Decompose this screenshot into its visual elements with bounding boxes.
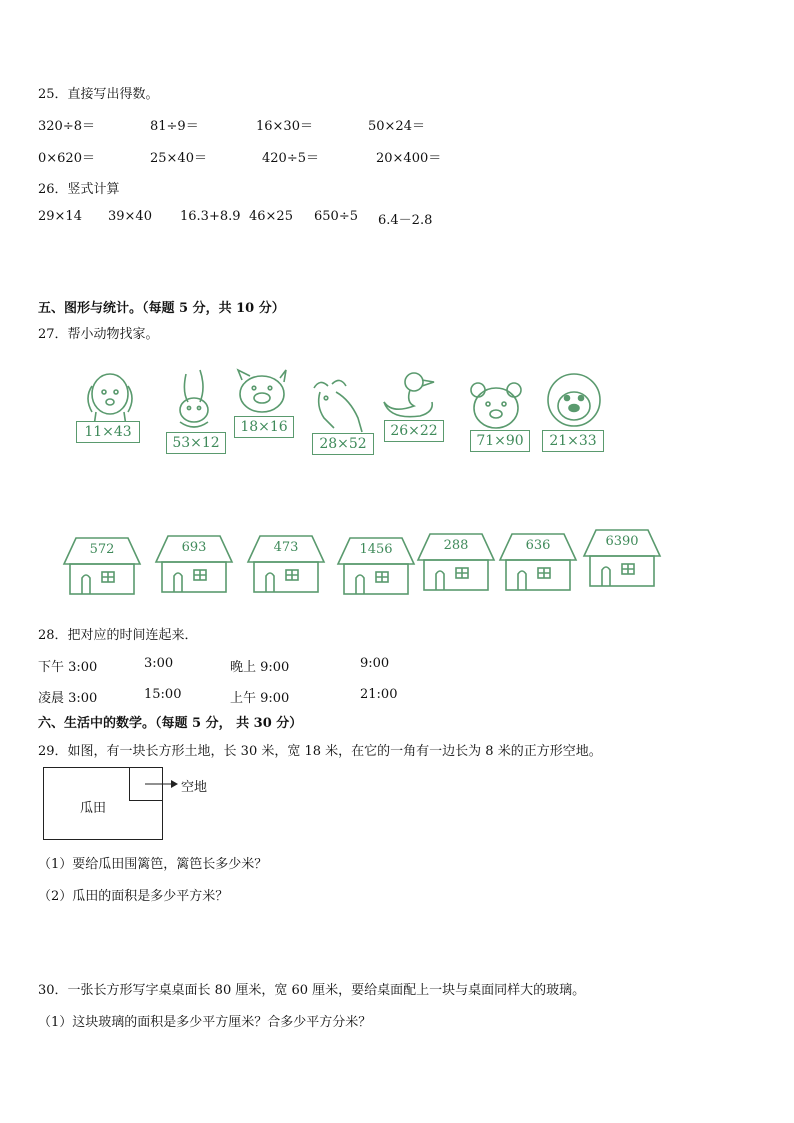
house-number: 473 — [273, 540, 299, 555]
house-number: 6390 — [605, 534, 639, 549]
house — [416, 532, 496, 594]
house — [154, 534, 234, 596]
duck-icon — [380, 368, 446, 424]
animal-sign: 53×12 — [166, 432, 226, 454]
q28-title: 28．把对应的时间连起来． — [38, 628, 198, 643]
q25-item: 25×40＝ — [150, 151, 207, 166]
empty-label: 空地 — [181, 780, 208, 795]
house — [336, 536, 416, 598]
q30-title: 30．一张长方形写字桌桌面长 80 厘米，宽 60 厘米，要给桌面配上一块与桌面同样大的玻璃。 — [38, 983, 586, 998]
q26-item: 29×14 — [38, 209, 82, 224]
q25-item: 50×24＝ — [368, 119, 425, 134]
time-item: 21:00 — [360, 687, 398, 702]
time-item: 3:00 — [144, 656, 174, 671]
q26-item: 6.4－2.8 — [378, 213, 433, 228]
q29-sub: （1）要给瓜田围篱笆，篱笆长多少米？ — [38, 857, 268, 872]
bear-icon — [466, 378, 528, 434]
animal-sign: 18×16 — [234, 416, 294, 438]
animal-sign: 11×43 — [76, 421, 140, 443]
q26-item: 46×25 — [249, 209, 293, 224]
q26-item: 39×40 — [108, 209, 152, 224]
q26-item: 650÷5 — [314, 209, 358, 224]
house-number: 636 — [525, 538, 551, 553]
q25-item: 420÷5＝ — [262, 151, 319, 166]
section-heading: 五、图形与统计。（每题 5 分，共 10 分） — [38, 301, 285, 316]
house-number: 1456 — [359, 542, 393, 557]
time-item: 下午 3:00 — [38, 660, 98, 675]
goat-icon — [306, 376, 374, 440]
q25-title: 25．直接写出得数。 — [38, 87, 159, 102]
time-item: 15:00 — [144, 687, 182, 702]
q30-sub: （1）这块玻璃的面积是多少平方厘米？合多少平方分米？ — [38, 1015, 372, 1030]
house-number: 288 — [443, 538, 469, 553]
q25-item: 320÷8＝ — [38, 119, 95, 134]
q27-title: 27．帮小动物找家。 — [38, 327, 159, 342]
time-item: 凌晨 3:00 — [38, 691, 98, 706]
house — [62, 536, 142, 598]
q25-item: 0×620＝ — [38, 151, 95, 166]
q25-item: 81÷9＝ — [150, 119, 199, 134]
time-item: 上午 9:00 — [230, 691, 290, 706]
house — [246, 534, 326, 596]
q25-item: 16×30＝ — [256, 119, 313, 134]
animal-sign: 26×22 — [384, 420, 444, 442]
q26-item: 16.3+8.9 — [180, 209, 241, 224]
house — [498, 532, 578, 594]
arrow-icon — [145, 778, 179, 790]
time-item: 9:00 — [360, 656, 390, 671]
q25-item: 20×400＝ — [376, 151, 442, 166]
q29-sub: （2）瓜田的面积是多少平方米？ — [38, 889, 229, 904]
animal-sign: 28×52 — [312, 433, 374, 455]
house-number: 572 — [89, 542, 115, 557]
q26-title: 26．竖式计算 — [38, 182, 120, 197]
animal-sign: 71×90 — [470, 430, 530, 452]
house-number: 693 — [181, 540, 207, 555]
house — [582, 528, 662, 590]
field-label: 瓜田 — [80, 801, 107, 816]
q29-title: 29．如图，有一块长方形土地，长 30 米，宽 18 米，在它的一角有一边长为 8 米的正方形空地。 — [38, 744, 602, 759]
time-item: 晚上 9:00 — [230, 660, 290, 675]
section-heading: 六、生活中的数学。（每题 5 分， 共 30 分） — [38, 716, 303, 731]
monkey-icon — [538, 372, 608, 432]
animal-sign: 21×33 — [542, 430, 604, 452]
